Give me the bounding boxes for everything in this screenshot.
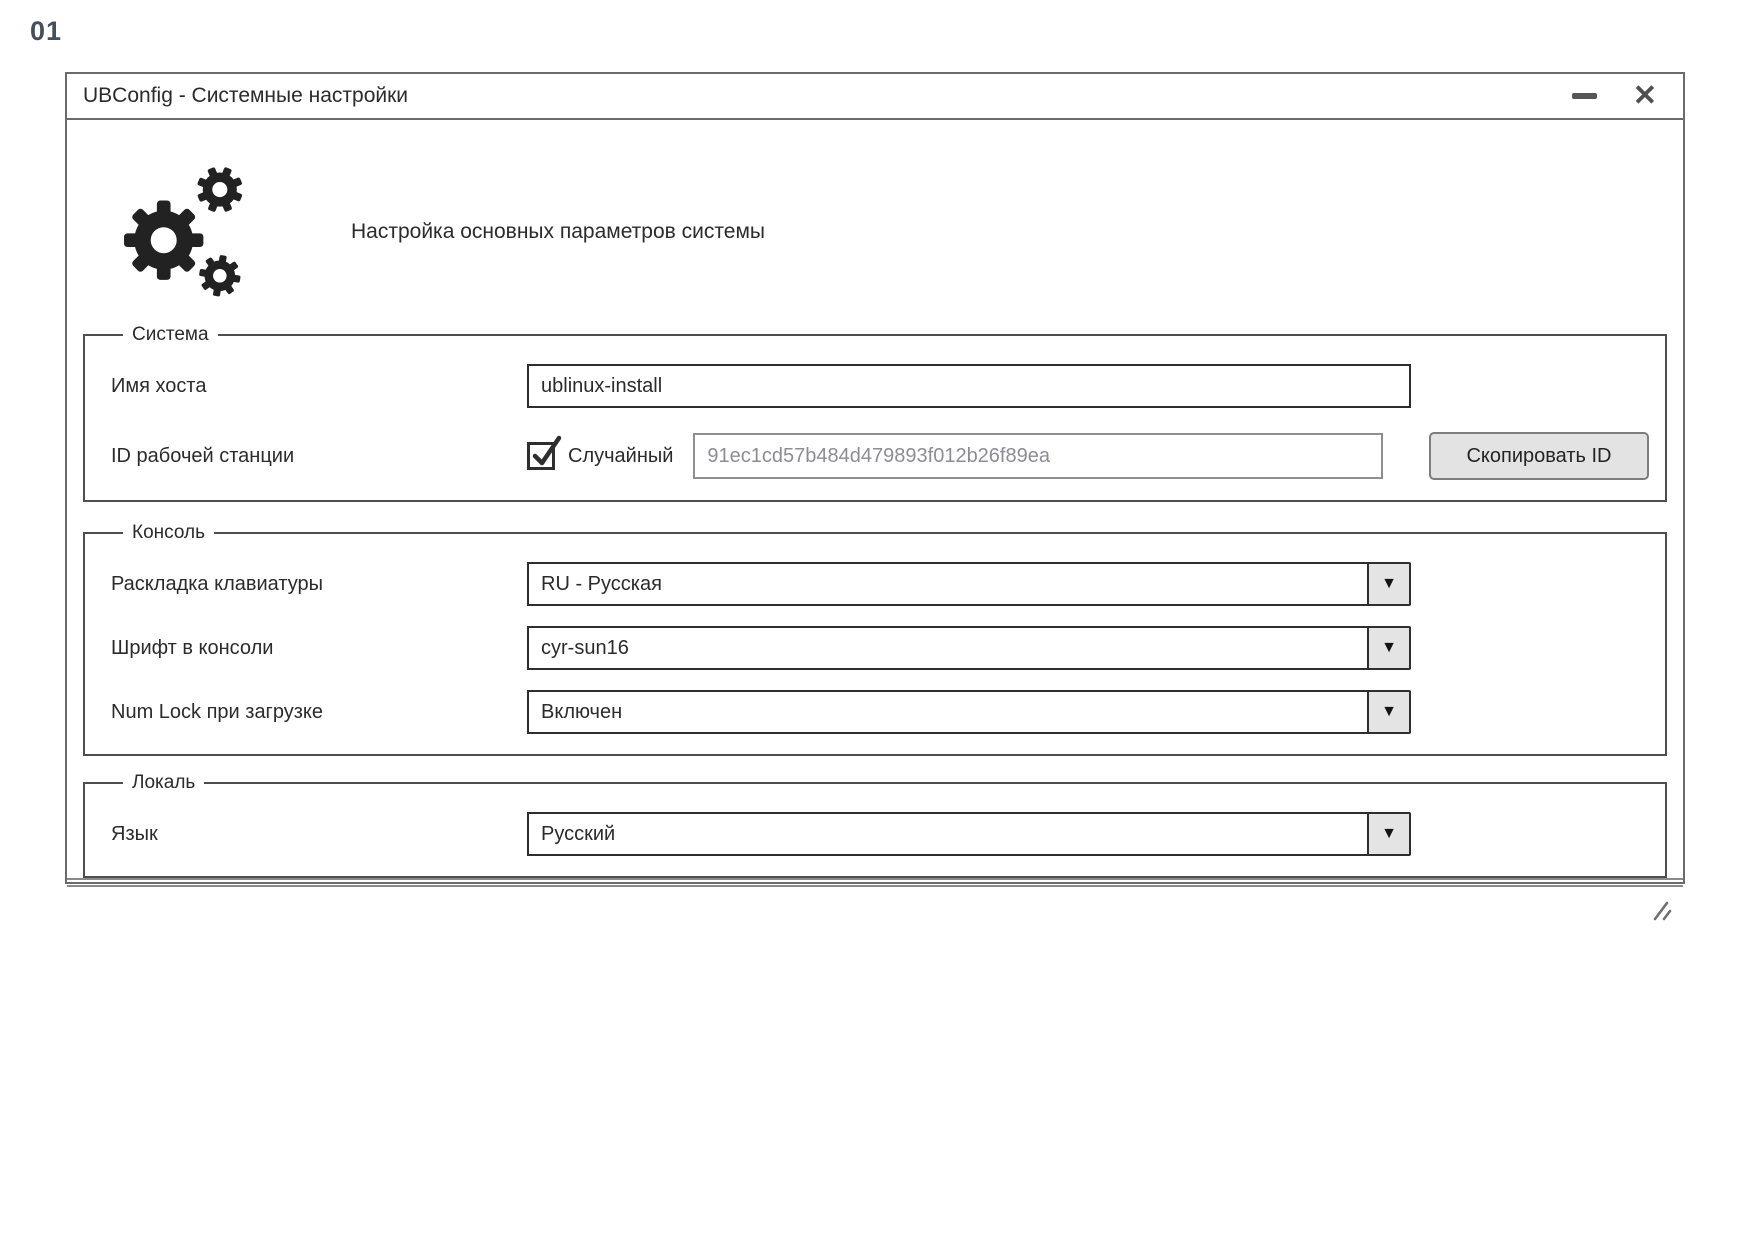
window-controls	[1572, 79, 1657, 112]
console-font-label: Шрифт в консоли	[111, 636, 274, 659]
app-header	[67, 136, 1683, 324]
locale-section-legend: Локаль	[132, 772, 196, 793]
chevron-down-icon: ▼	[1381, 825, 1397, 842]
gears-icon	[113, 154, 263, 310]
system-section-legend: Система	[132, 324, 209, 345]
console-font-row	[111, 626, 1649, 670]
chevron-down-icon: ▼	[1381, 575, 1397, 592]
status-bar	[67, 885, 1683, 929]
console-font-value: cyr-sun16	[527, 626, 1369, 670]
copy-id-button[interactable]: Скопировать ID	[1429, 432, 1649, 480]
console-font-select[interactable]	[527, 626, 1411, 670]
numlock-value: Включен	[527, 690, 1369, 734]
figure-number: 01	[30, 16, 63, 46]
numlock-select[interactable]	[527, 690, 1411, 734]
language-row	[111, 812, 1649, 856]
chevron-down-icon: ▼	[1381, 639, 1397, 656]
language-dropdown-button[interactable]	[1367, 812, 1411, 856]
keyboard-layout-select[interactable]	[527, 562, 1411, 606]
numlock-row	[111, 690, 1649, 734]
console-section	[83, 522, 1667, 756]
random-id-checkbox-label[interactable]: Случайный	[568, 444, 674, 467]
language-select[interactable]	[527, 812, 1411, 856]
hostname-input[interactable]	[527, 364, 1411, 408]
workstation-id-row	[111, 432, 1649, 480]
random-id-checkbox[interactable]	[527, 442, 555, 470]
checkmark-icon	[531, 439, 561, 469]
window-title: UBConfig - Системные настройки	[83, 84, 409, 107]
numlock-label: Num Lock при загрузке	[111, 700, 324, 723]
console-section-legend: Консоль	[132, 522, 205, 543]
chevron-down-icon: ▼	[1381, 703, 1397, 720]
close-icon[interactable]: ✕	[1632, 79, 1657, 112]
language-value: Русский	[527, 812, 1369, 856]
window-titlebar[interactable]	[67, 74, 1683, 120]
ubconfig-window	[65, 72, 1685, 884]
keyboard-layout-dropdown-button[interactable]	[1367, 562, 1411, 606]
console-font-dropdown-button[interactable]	[1367, 626, 1411, 670]
language-label: Язык	[111, 822, 158, 845]
resize-grip-icon[interactable]	[1648, 900, 1674, 922]
system-section	[83, 324, 1667, 502]
window-content	[67, 120, 1683, 880]
minimize-icon[interactable]	[1572, 93, 1597, 99]
hostname-label: Имя хоста	[111, 374, 207, 397]
keyboard-layout-row	[111, 562, 1649, 606]
workstation-id-controls	[527, 432, 1649, 480]
app-description: Настройка основных параметров системы	[351, 220, 765, 243]
workstation-id-input	[693, 433, 1383, 479]
workstation-id-label: ID рабочей станции	[111, 444, 295, 467]
keyboard-layout-value: RU - Русская	[527, 562, 1369, 606]
numlock-dropdown-button[interactable]	[1367, 690, 1411, 734]
hostname-row	[111, 364, 1649, 408]
keyboard-layout-label: Раскладка клавиатуры	[111, 572, 324, 595]
locale-section	[83, 772, 1667, 878]
